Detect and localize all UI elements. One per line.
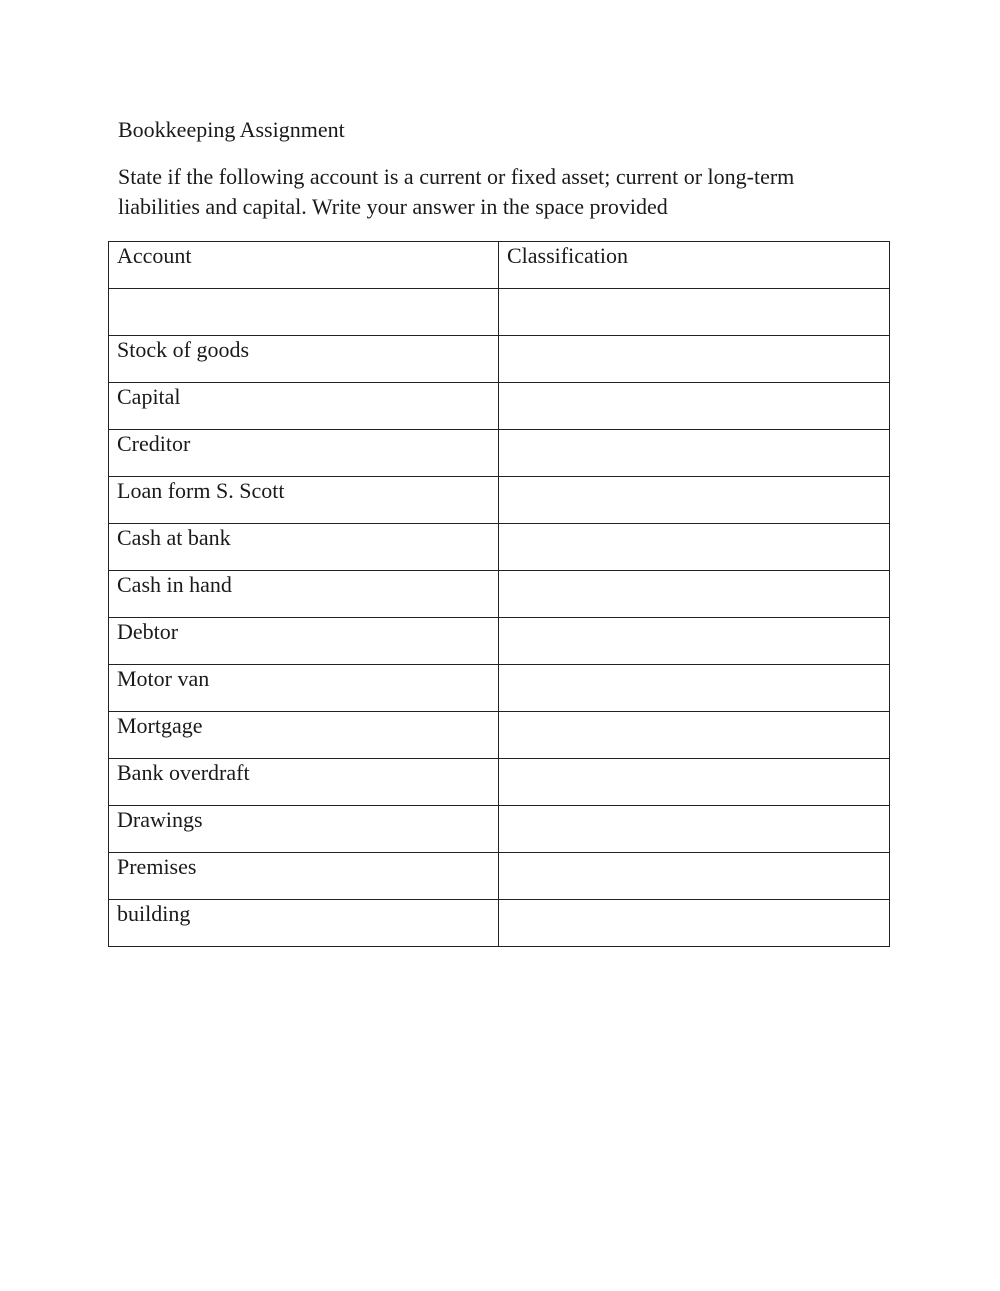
classification-answer-cell[interactable]: [499, 618, 890, 665]
page-title: Bookkeeping Assignment: [118, 117, 345, 142]
classification-answer-cell[interactable]: [499, 665, 890, 712]
table-row: [109, 806, 890, 853]
classification-answer-cell[interactable]: [499, 900, 890, 947]
account-cell: Mortgage: [109, 712, 499, 759]
table-row: [109, 665, 890, 712]
classification-answer-cell[interactable]: [499, 336, 890, 383]
table-row: [109, 853, 890, 900]
account-cell: Debtor: [109, 618, 499, 665]
classification-answer-cell[interactable]: [499, 806, 890, 853]
account-cell: Motor van: [109, 665, 499, 712]
account-cell: Loan form S. Scott: [109, 477, 499, 524]
account-cell: Creditor: [109, 430, 499, 477]
instructions-text: State if the following account is a current or fixed asset; current or long-term liabilities and capital. Write your answer in the space provided: [118, 164, 795, 219]
classification-answer-cell[interactable]: [499, 383, 890, 430]
account-cell: Cash at bank: [109, 524, 499, 571]
classification-answer-cell[interactable]: [499, 571, 890, 618]
table-row: [109, 571, 890, 618]
account-cell: building: [109, 900, 499, 947]
account-cell: Capital: [109, 383, 499, 430]
classification-answer-cell[interactable]: [499, 289, 890, 336]
classification-answer-cell[interactable]: [499, 477, 890, 524]
table-row: [109, 524, 890, 571]
classification-answer-cell[interactable]: [499, 853, 890, 900]
table-row: [109, 618, 890, 665]
account-cell: Stock of goods: [109, 336, 499, 383]
column-header-account: Account: [109, 242, 499, 289]
table-row: [109, 477, 890, 524]
table-row: [109, 712, 890, 759]
table-row: [109, 430, 890, 477]
table-row: [109, 759, 890, 806]
classification-answer-cell[interactable]: [499, 524, 890, 571]
table-header-row: [109, 242, 890, 289]
classification-table: [108, 241, 890, 947]
classification-answer-cell[interactable]: [499, 430, 890, 477]
account-cell: Premises: [109, 853, 499, 900]
account-cell: Drawings: [109, 806, 499, 853]
classification-answer-cell[interactable]: [499, 759, 890, 806]
table-row: [109, 383, 890, 430]
column-header-classification: Classification: [499, 242, 890, 289]
account-cell: Bank overdraft: [109, 759, 499, 806]
table-row: [109, 900, 890, 947]
account-cell: Cash in hand: [109, 571, 499, 618]
table-row: [109, 289, 890, 336]
table-row: [109, 336, 890, 383]
classification-answer-cell[interactable]: [499, 712, 890, 759]
account-cell: [109, 289, 499, 336]
